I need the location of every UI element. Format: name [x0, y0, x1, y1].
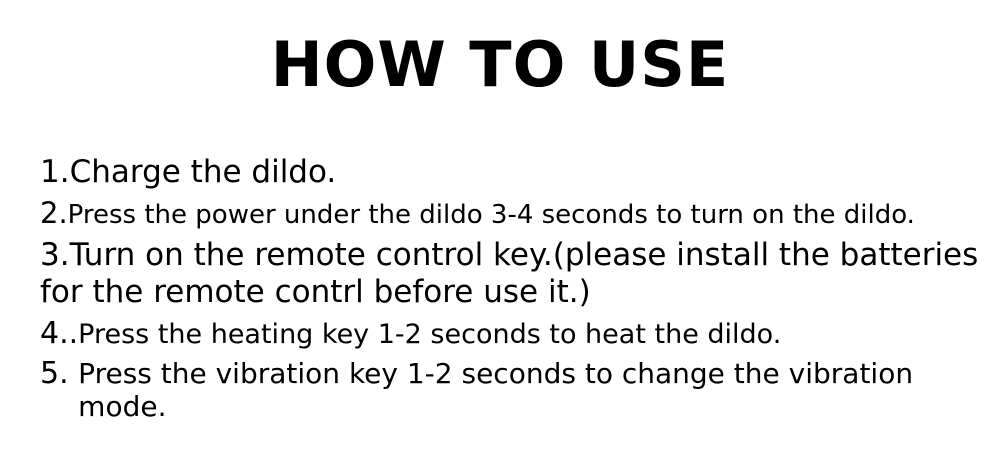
step-number: 2.	[40, 195, 68, 230]
step-text: Press the heating key 1-2 seconds to heat the dildo.	[78, 318, 782, 350]
step-text: Turn on the remote control key.(please install the batteries for the remote contrl before use it.)	[40, 236, 979, 310]
list-item	[40, 237, 984, 311]
list-item	[40, 155, 984, 191]
page-title: HOW TO USE	[270, 28, 730, 101]
list-item	[40, 317, 984, 352]
step-number: 3.	[40, 236, 70, 273]
step-text: Press the vibration key 1-2 seconds to change the vibration mode.	[78, 357, 914, 423]
step-number: 4..	[40, 315, 79, 351]
step-text: Press the power under the dildo 3-4 seconds to turn on the dildo.	[67, 199, 915, 230]
list-item	[40, 357, 984, 422]
step-number: 1.	[40, 154, 70, 190]
step-number: 5.	[40, 356, 79, 392]
step-text: Charge the dildo.	[69, 154, 337, 190]
list-item	[40, 197, 984, 231]
steps-list	[40, 155, 984, 429]
